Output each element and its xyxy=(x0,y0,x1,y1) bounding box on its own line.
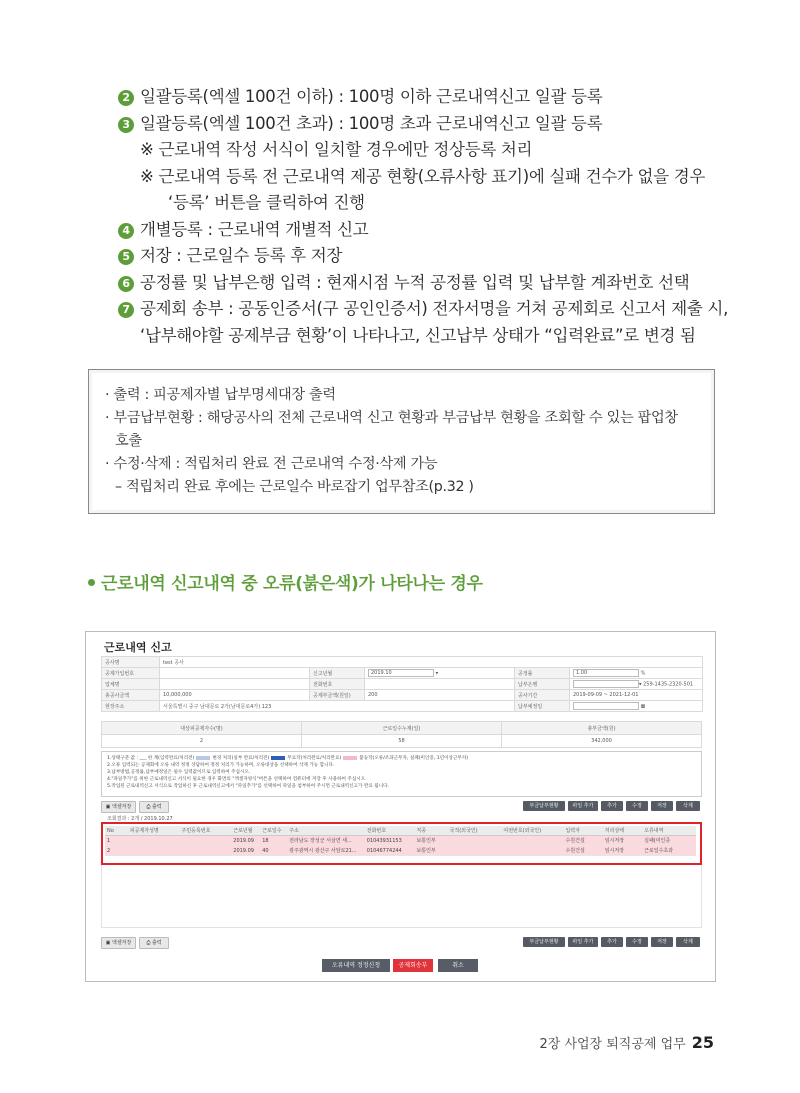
list-item: 5 저장 : 근로일수 등록 후 저장 xyxy=(118,243,738,270)
cancel-button[interactable]: 취소 xyxy=(438,959,478,972)
list-note: ※ 근로내역 등록 전 근로내역 제공 현황(오류사항 표기)에 실패 건수가 없을 경우 xyxy=(140,166,706,186)
list-item: 7 공제회 송부 : 공동인증서(구 공인인증서) 전자서명을 거쳐 공제회로 신고서 제출 시, xyxy=(118,296,738,323)
save-button[interactable]: 저장 xyxy=(651,937,673,947)
list-item: 4 개별등록 : 근로내역 개별적 신고 xyxy=(118,217,738,244)
payment-status-button[interactable]: 부금납부현황 xyxy=(523,801,565,811)
add-file-button[interactable]: 파일 추가 xyxy=(568,801,598,811)
print-button[interactable]: ⎙ 출력 xyxy=(139,937,169,949)
list-item-continued: ‘납부해야할 공제부금 현황’이 나타나고, 신고납부 상태가 “입력완료”로 변경 됨 xyxy=(140,325,696,345)
step-number-badge: 3 xyxy=(118,117,134,133)
note-line: · 부금납부현황 : 해당공사의 전체 근로내역 신고 현황과 부금납부 현황을 조회할 수 있는 팝업창 xyxy=(105,410,678,426)
note-line: – 적립처리 완료 후에는 근로일수 바로잡기 업무참조(p.32 ) xyxy=(115,479,474,495)
chevron-down-icon: ▾ xyxy=(639,681,644,688)
note-box xyxy=(88,369,715,514)
page-number: 25 xyxy=(691,1033,714,1052)
error-correction-request-button[interactable]: 오류내역 정정신청 xyxy=(322,959,390,972)
excel-save-button[interactable]: ▣ 엑셀저장 xyxy=(101,937,136,949)
excel-icon: ▣ xyxy=(105,804,112,810)
legend-swatch xyxy=(343,756,357,760)
list-item: 2 일괄등록(엑셀 100건 이하) : 100명 이하 근로내역신고 일괄 등록 xyxy=(118,84,738,111)
step-number-badge: 5 xyxy=(118,249,134,265)
excel-icon: ▣ xyxy=(105,940,112,946)
legend-swatch xyxy=(196,756,210,760)
report-form: 공사명 test 공사 공제가입번호 신고년월 2019.10 ▾ 공정률 1.00 % 업체명 전화번호 납부은행 ▾ 259-1435-2320-501 총공사금액 10,000,000 공제부금액(원일) 200 공사기간 2019-09-09 ~ 2021-12-01 현장주소 서울특별시 중구 남대문로 2가(남대문로4가) 123 납부예정일 ▦ xyxy=(101,656,703,712)
list-note: ※ 근로내역 작성 서식이 일치할 경우에만 정상등록 처리 xyxy=(140,140,533,159)
toolbar-bottom xyxy=(101,937,702,949)
chevron-down-icon: ▾ xyxy=(434,670,439,677)
procedure-list xyxy=(118,84,738,349)
result-grid xyxy=(101,815,702,928)
legend-swatch xyxy=(271,756,285,760)
send-to-association-button[interactable]: 공제회송부 xyxy=(393,959,433,972)
note-line: 호출 xyxy=(115,433,142,449)
edit-button[interactable]: 수정 xyxy=(626,937,648,947)
grid-empty-area xyxy=(101,865,702,928)
bullet-icon xyxy=(88,579,95,586)
delete-button[interactable]: 삭제 xyxy=(676,801,700,811)
printer-icon: ⎙ xyxy=(146,940,152,946)
embedded-screenshot xyxy=(85,631,716,982)
screen-title: 근로내역 신고 xyxy=(104,641,172,654)
step-number-badge: 6 xyxy=(118,276,134,292)
due-date-input[interactable] xyxy=(573,702,639,710)
list-item: 3 일괄등록(엑셀 100건 초과) : 100명 초과 근로내역신고 일괄 등록 xyxy=(118,111,738,138)
add-button[interactable]: 추가 xyxy=(601,801,623,811)
list-note-continued: ‘등록’ 버튼을 클릭하여 진행 xyxy=(168,193,365,212)
list-item: 6 공정률 및 납부은행 입력 : 현재시점 누적 공정률 입력 및 납부할 계좌번호 선택 xyxy=(118,270,738,297)
note-line: · 수정·삭제 : 적립처리 완료 전 근로내역 수정·삭제 가능 xyxy=(105,456,438,472)
error-highlight-box xyxy=(101,822,702,865)
report-month-select[interactable]: 2019.10 xyxy=(368,669,434,677)
step-number-badge: 7 xyxy=(118,302,134,318)
note-line: · 출력 : 피공제자별 납부명세대장 출력 xyxy=(105,387,336,403)
payment-status-button[interactable]: 부금납부현황 xyxy=(523,937,565,947)
chapter-label: 2장 사업장 퇴직공제 업무 xyxy=(539,1037,686,1052)
step-number-badge: 4 xyxy=(118,223,134,239)
table-row[interactable]: 2 2019.09 40 광주광역시 광산구 사암로21... 01046774244 보통인부 수원건설 임시저장 근로일수초과 xyxy=(105,846,696,856)
grid-caption: 조회결과 : 2개 / 2019.10.27 xyxy=(107,816,173,822)
progress-rate-input[interactable]: 1.00 xyxy=(573,669,639,677)
delete-button[interactable]: 삭제 xyxy=(676,937,700,947)
print-button[interactable]: ⎙ 출력 xyxy=(139,801,169,813)
page-footer xyxy=(539,1033,714,1052)
summary-table: 대상피공제자수(명) 근로일수누계(일) 총부금액(원) 2 58 342,000 xyxy=(101,721,702,748)
step-number-badge: 2 xyxy=(118,90,134,106)
action-buttons xyxy=(86,959,716,973)
add-button[interactable]: 추가 xyxy=(601,937,623,947)
excel-save-button[interactable]: ▣ 엑셀저장 xyxy=(101,801,136,813)
section-title: 근로내역 신고내역 중 오류(붉은색)가 나타나는 경우 xyxy=(88,569,483,594)
save-button[interactable]: 저장 xyxy=(651,801,673,811)
table-header: No 피공제자성명 주민등록번호 근로년월 근로일수 주소 전화번호 직종 국적(외국인) 여권번호(외국인) 입력자 처리상태 오류내역 xyxy=(105,826,696,836)
calendar-icon[interactable]: ▦ xyxy=(639,703,646,710)
toolbar-top xyxy=(101,801,702,813)
bank-select[interactable] xyxy=(573,680,639,688)
edit-button[interactable]: 수정 xyxy=(626,801,648,811)
guide-text: 1.상태구분 값 : ___ 한 계(입력완료/처리전) 변경 처리(실부 완료/처리전) 무료작(처리완료/처리완료) 불승작(오류/조과근무자, 실패(미인증, 1년이상근무자) 2.오류 입력되는 공제회에 오류 내역 정정 상담하여 정정 처리가 가능하며, 오류대상을 선택하여 삭제 가능 합니다. 3.납부방법,공정률,납부예정일은 필수 입력값이므로 입력하여 주십시오. 4."파일추가"를 위한 근로내역신고 서식이 필요한 경우 화면의 "엑셀자양식"버튼을 선택하여 컴퓨터에 저장 후 사용하여 주십시오. 5.작업된 근로내역신고 서식으로 작업하신 후 근로내역신고에서 "파일추가"를 선택하여 파일을 첨부하여 주시면 근로내역신고가 완료 됩니다. xyxy=(101,751,702,797)
printer-icon: ⎙ xyxy=(146,804,152,810)
add-file-button[interactable]: 파일 추가 xyxy=(568,937,598,947)
table-row[interactable]: 1 2019.09 18 전라남도 장성군 서삼면 세... 01043931153 보통인부 수원건설 임시저장 실패(미인증 xyxy=(105,836,696,846)
